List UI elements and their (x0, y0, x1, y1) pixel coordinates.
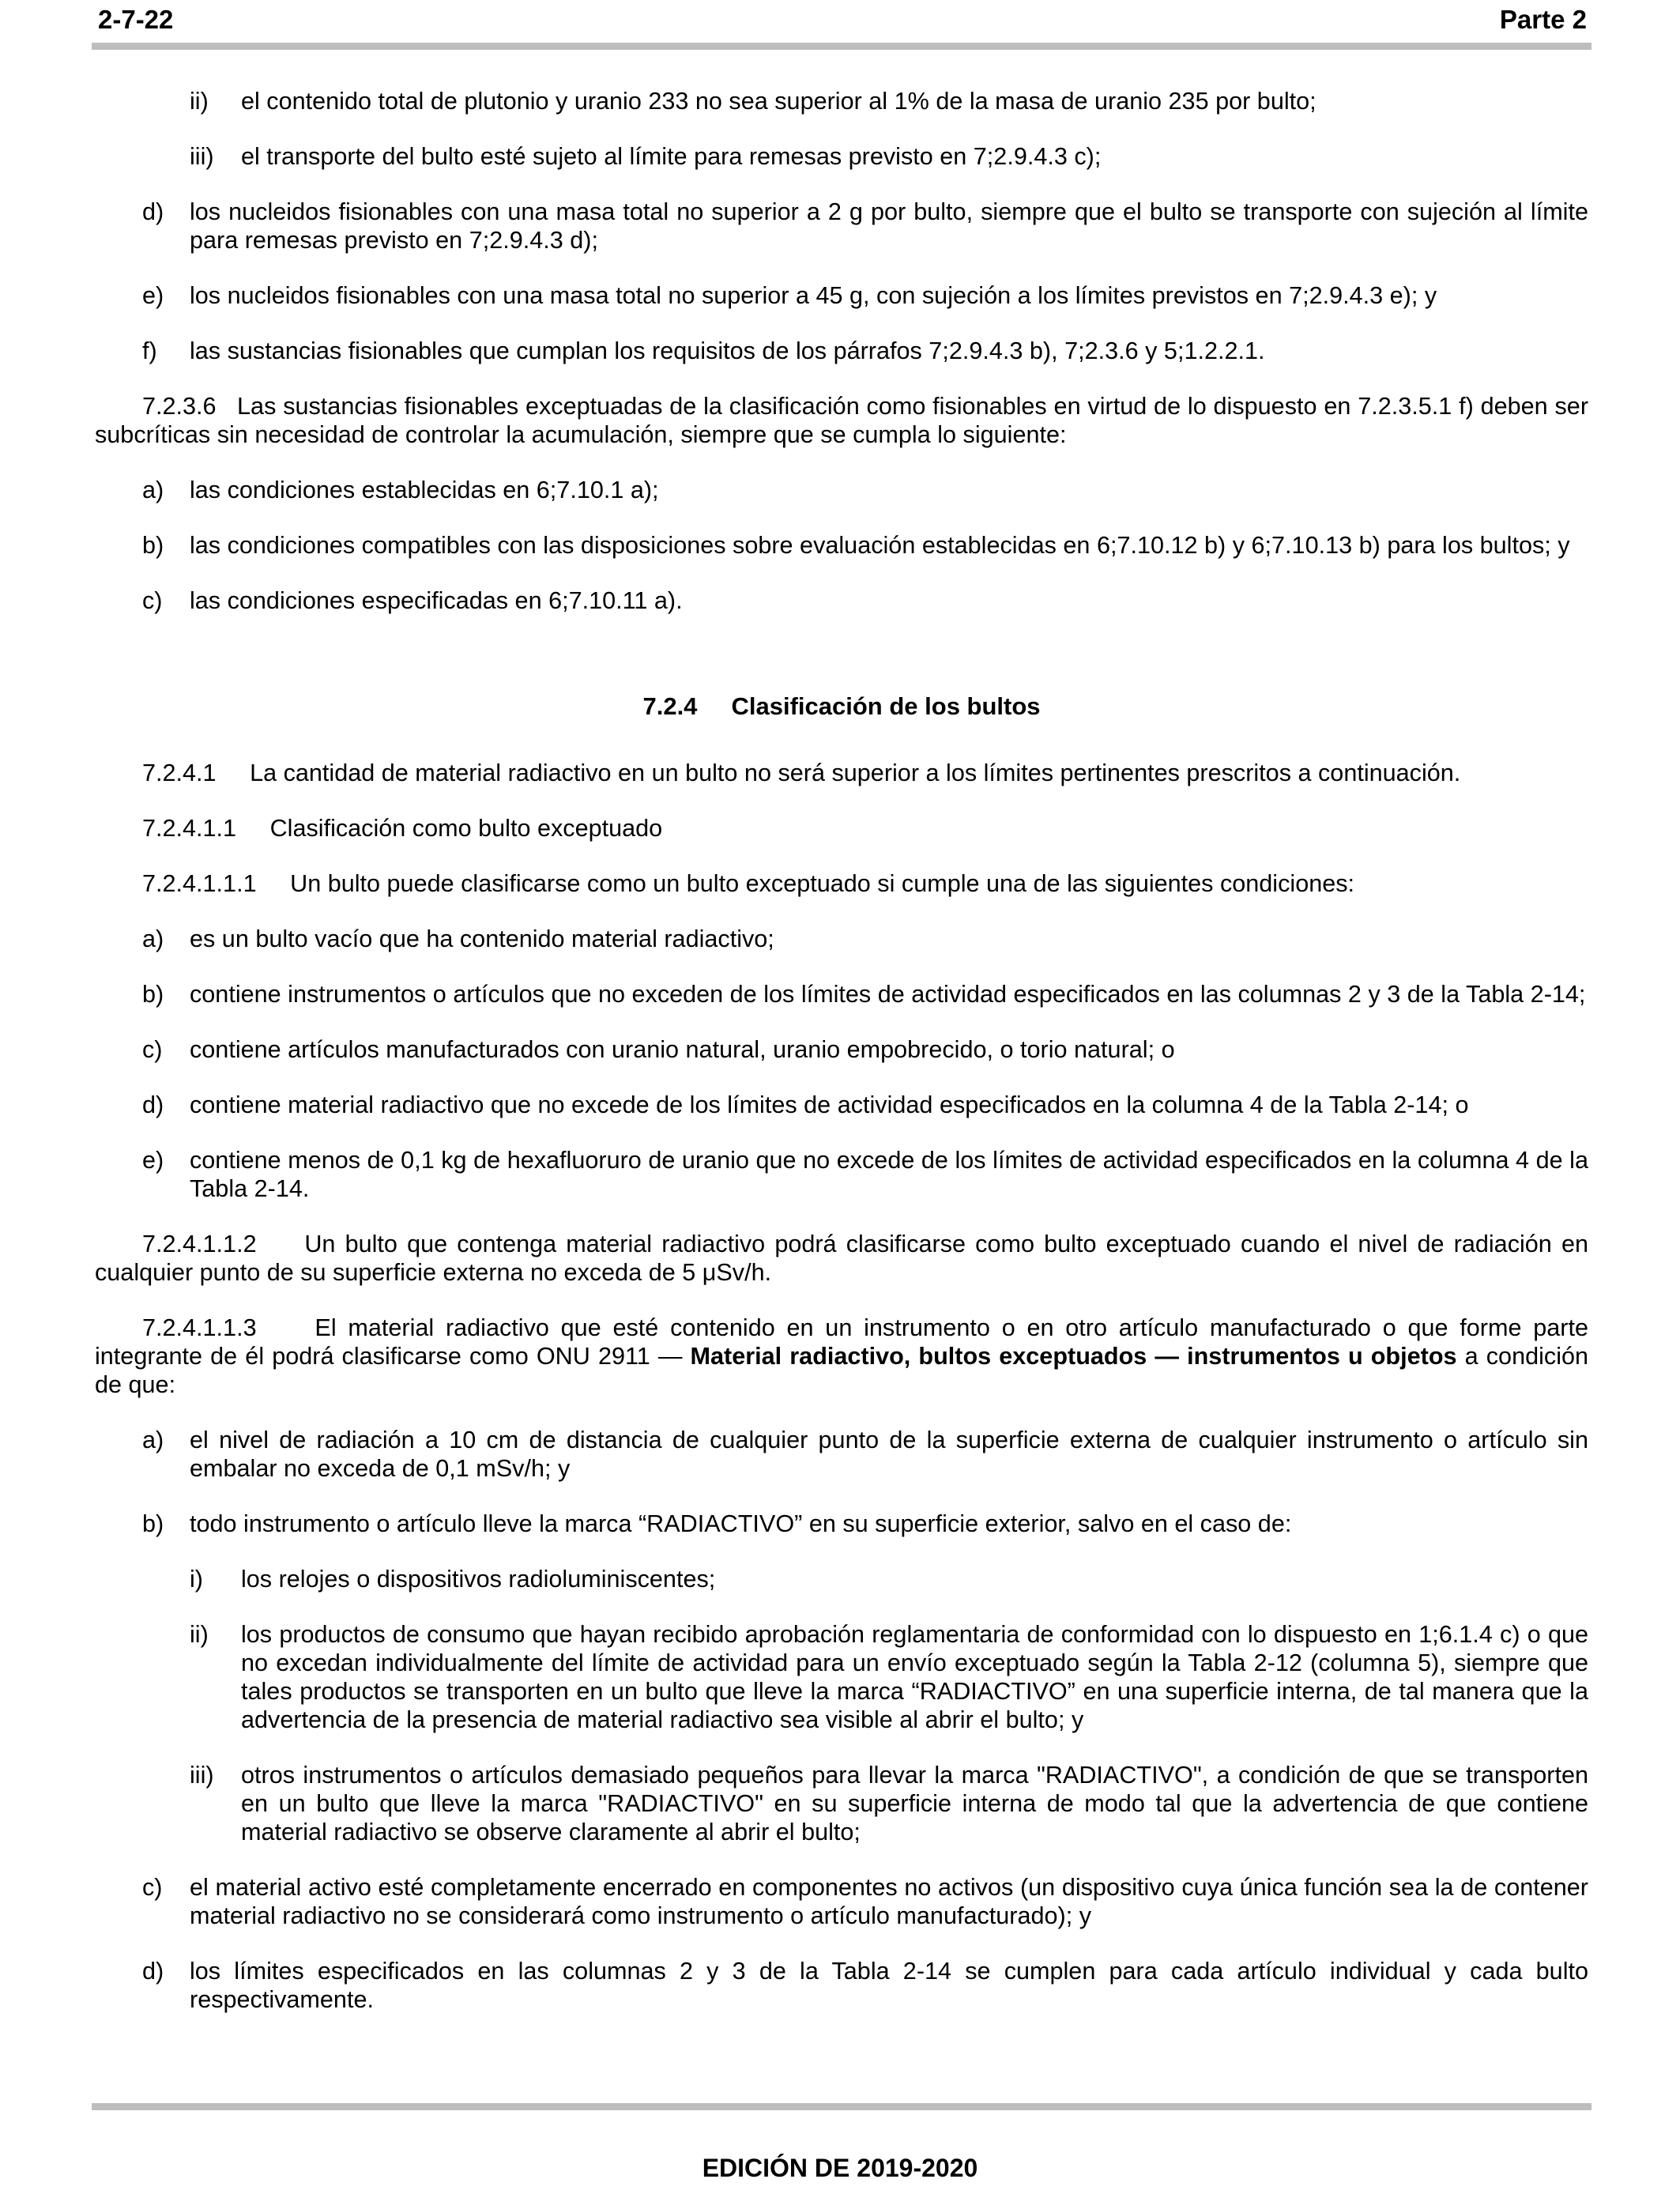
paragraph-number: 7.2.3.6 (142, 393, 217, 420)
item-label: iii) (190, 1762, 214, 1789)
item-text: los relojes o dispositivos radioluminiscentes; (241, 1566, 716, 1593)
section-heading (95, 692, 1588, 721)
paragraph-text: El material radiactivo que esté contenido en un instrumento o en otro artículo manufacturado o que forme parte integrante de él podrá clasificarse como ONU 2911 — (95, 1314, 1588, 1370)
edition-footer: EDICIÓN DE 2019-2020 (702, 2154, 978, 2182)
paragraph-number: 7.2.4.1.1.2 (142, 1231, 257, 1257)
list-item-a (95, 925, 1588, 953)
item-text: los límites especificados en las columnas 2 y 3 de la Tabla 2-14 se cumplen para cada artículo individual y cada bulto respectivamente. (190, 1958, 1588, 2013)
page-number: 2-7-22 (98, 5, 174, 34)
list-item-iii (95, 142, 1588, 171)
item-text: es un bulto vacío que ha contenido material radiactivo; (190, 925, 774, 952)
paragraph-number: 7.2.4.1.1.3 (142, 1314, 257, 1341)
list-item-ii (95, 1620, 1588, 1734)
item-label: b) (142, 1510, 164, 1537)
item-label: c) (142, 1874, 163, 1901)
item-label: b) (142, 532, 164, 559)
item-text: el material activo esté completamente encerrado en componentes no activos (un dispositivo cuya única función sea la de contener material radiactivo no se considerará como instrumento o artículo manufacturado); y (190, 1874, 1588, 1929)
item-text: los productos de consumo que hayan recibido aprobación reglamentaria de conformidad con lo dispuesto en 1;6.1.4 c) o que no excedan individualmente del límite de actividad para un envío exceptuado según la Tabla 2-12 (columna 5), siempre que tales productos se transporten en un bulto que lleve la marca “RADIACTIVO” en una superficie interna, de tal manera que la advertencia de la presencia de material radiactivo sea visible al abrir el bulto; y (241, 1621, 1588, 1733)
header-rule (92, 43, 1591, 50)
document-body (95, 87, 1588, 2014)
paragraph-text-end: a condición de que: (95, 1343, 1589, 1398)
list-item-c (95, 586, 1588, 615)
item-label: b) (142, 981, 164, 1008)
item-label: a) (142, 1427, 164, 1453)
item-text: los nucleidos fisionables con una masa total no superior a 2 g por bulto, siempre que el bulto se transporte con sujeción al límite para remesas previsto en 7;2.9.4.3 d); (190, 198, 1588, 254)
item-text: los nucleidos fisionables con una masa total no superior a 45 g, con sujeción a los límites previstos en 7;2.9.4.3 e); y (190, 282, 1437, 309)
paragraph-text: Un bulto que contenga material radiactivo podrá clasificarse como bulto exceptuado cuando el nivel de radiación en cualquier punto de su superficie externa no exceda de 5 μSv/h. (95, 1231, 1588, 1286)
item-text: las sustancias fisionables que cumplan los requisitos de los párrafos 7;2.9.4.3 b), 7;2.3.6 y 5;1.2.2.1. (190, 337, 1265, 364)
item-label: c) (142, 587, 163, 614)
item-label: e) (142, 282, 164, 309)
paragraph-7-2-4-1-1-3 (95, 1314, 1588, 1399)
list-item-d (95, 1091, 1588, 1119)
list-item-a (95, 1426, 1588, 1483)
item-text: contiene instrumentos o artículos que no exceden de los límites de actividad especificados en las columnas 2 y 3 de la Tabla 2-14; (190, 981, 1586, 1008)
paragraph-bold-text: Material radiactivo, bultos exceptuados — instrumentos u objetos (690, 1343, 1457, 1370)
paragraph-text: La cantidad de material radiactivo en un bulto no será superior a los límites pertinentes prescritos a continuación. (250, 760, 1461, 786)
paragraph-7-2-4-1 (95, 759, 1588, 787)
list-item-a (95, 476, 1588, 504)
section-number: 7.2.4 (642, 692, 698, 720)
item-label: i) (190, 1566, 203, 1593)
item-text: todo instrumento o artículo lleve la marca “RADIACTIVO” en su superficie exterior, salvo en el caso de: (190, 1510, 1292, 1537)
paragraph-number: 7.2.4.1.1.1 (142, 870, 257, 897)
item-label: c) (142, 1036, 163, 1063)
item-text: las condiciones establecidas en 6;7.10.1 a); (190, 477, 659, 503)
paragraph-number: 7.2.4.1 (142, 760, 217, 786)
list-item-e (95, 281, 1588, 310)
section-title: Clasificación de los bultos (731, 692, 1041, 720)
item-label: a) (142, 477, 164, 503)
list-item-b (95, 980, 1588, 1008)
item-label: d) (142, 1091, 164, 1118)
item-text: el transporte del bulto esté sujeto al límite para remesas previsto en 7;2.9.4.3 c); (241, 143, 1102, 170)
item-text: las condiciones especificadas en 6;7.10.11 a). (190, 587, 683, 614)
paragraph-number: 7.2.4.1.1 (142, 815, 237, 842)
list-item-c (95, 1873, 1588, 1930)
footer-rule (92, 2103, 1591, 2110)
item-label: a) (142, 925, 164, 952)
list-item-b (95, 531, 1588, 560)
item-label: iii) (190, 143, 214, 170)
item-label: d) (142, 198, 164, 225)
item-label: f) (142, 337, 157, 364)
paragraph-7-2-4-1-1 (95, 814, 1588, 843)
item-text: el contenido total de plutonio y uranio 233 no sea superior al 1% de la masa de uranio 235 por bulto; (241, 88, 1317, 115)
item-text: contiene artículos manufacturados con uranio natural, uranio empobrecido, o torio natural; o (190, 1036, 1175, 1063)
item-label: e) (142, 1147, 164, 1174)
part-label: Parte 2 (1499, 5, 1587, 34)
item-text: las condiciones compatibles con las disposiciones sobre evaluación establecidas en 6;7.10.12 b) y 6;7.10.13 b) para los bultos; y (190, 532, 1570, 559)
paragraph-7-2-4-1-1-2 (95, 1230, 1588, 1287)
paragraph-text: Clasificación como bulto exceptuado (269, 815, 663, 842)
list-item-d (95, 198, 1588, 254)
list-item-d (95, 1957, 1588, 2014)
list-item-e (95, 1146, 1588, 1203)
list-item-b (95, 1510, 1588, 1538)
item-text: contiene material radiactivo que no excede de los límites de actividad especificados en la columna 4 de la Tabla 2-14; o (190, 1091, 1469, 1118)
list-item-iii (95, 1761, 1588, 1846)
list-item-c (95, 1035, 1588, 1064)
item-text: contiene menos de 0,1 kg de hexafluoruro de uranio que no excede de los límites de actividad especificados en la columna 4 de la Tabla 2-14. (190, 1147, 1588, 1202)
paragraph-7-2-3-6 (95, 392, 1588, 449)
paragraph-text: Un bulto puede clasificarse como un bulto exceptuado si cumple una de las siguientes condiciones: (290, 870, 1355, 897)
paragraph-text: Las sustancias fisionables exceptuadas de la clasificación como fisionables en virtud de lo dispuesto en 7.2.3.5.1 f) deben ser subcríticas sin necesidad de controlar la acumulación, siempre que se cumpla lo siguiente: (95, 393, 1589, 448)
item-label: ii) (190, 88, 209, 115)
list-item-i (95, 1565, 1588, 1593)
paragraph-7-2-4-1-1-1 (95, 869, 1588, 898)
list-item-ii (95, 87, 1588, 115)
item-text: el nivel de radiación a 10 cm de distancia de cualquier punto de la superficie externa de cualquier instrumento o artículo sin embalar no exceda de 0,1 mSv/h; y (190, 1427, 1588, 1482)
item-text: otros instrumentos o artículos demasiado pequeños para llevar la marca "RADIACTIVO", a condición de que se transporten en un bulto que lleve la marca "RADIACTIVO" en su superficie interna de modo tal que la advertencia de que contiene material radiactivo se observe claramente al abrir el bulto; (241, 1762, 1588, 1845)
list-item-f (95, 337, 1588, 365)
item-label: ii) (190, 1621, 209, 1648)
item-label: d) (142, 1958, 164, 1985)
